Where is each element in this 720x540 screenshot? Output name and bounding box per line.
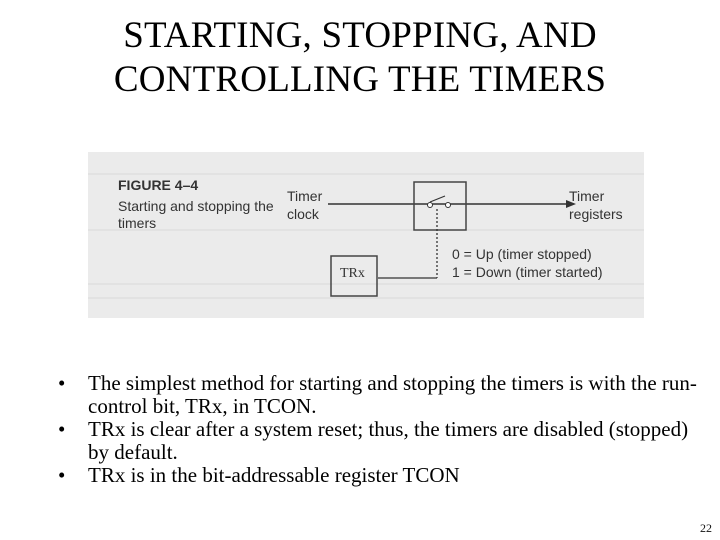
figure-caption: Starting and stopping the timers [118,198,274,231]
bullet-item: • The simplest method for starting and stopping the timers is with the run-control bit, TRx, in TCON. [58,372,698,418]
state-down-label: 1 = Down (timer started) [452,264,603,280]
title-line-1: STARTING, STOPPING, AND [123,15,597,56]
state-up-label: 0 = Up (timer stopped) [452,246,592,262]
slide-title [40,14,680,103]
switch-box [414,182,466,230]
bullet-list [58,372,698,487]
timer-clock-label: Timer clock [287,188,323,222]
bullet-item: • TRx is in the bit-addressable register TCON [58,464,698,487]
timer-control-figure [88,152,644,318]
page-number: 22 [700,521,712,535]
figure-number: FIGURE 4–4 [118,177,199,193]
bullet-item: • TRx is clear after a system reset; thus, the timers are disabled (stopped) by default. [58,418,698,464]
timer-registers-label: Timer registers [569,188,623,222]
title-line-2: CONTROLLING THE TIMERS [113,59,607,101]
trx-label: TRx [340,266,365,281]
